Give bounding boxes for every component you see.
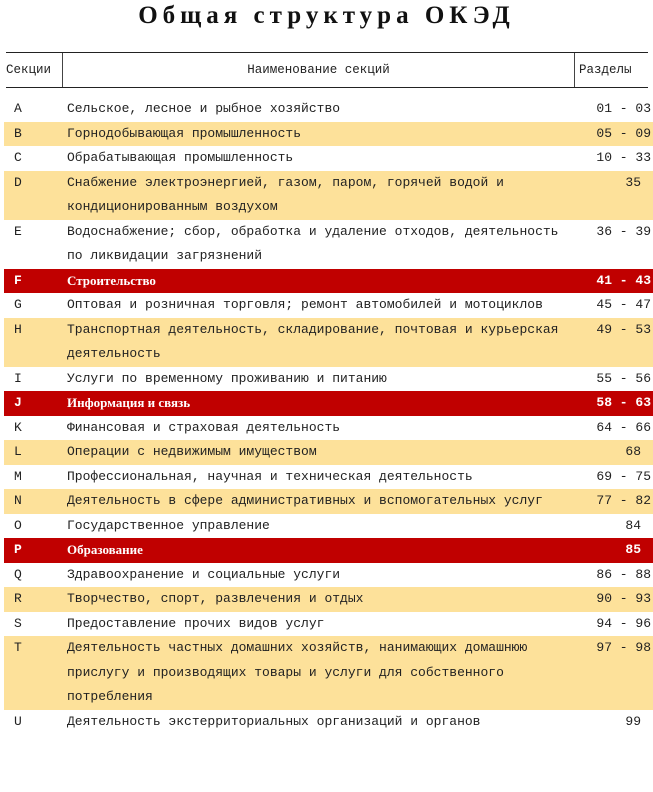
section-code: T xyxy=(14,640,22,655)
division-range: 10 - 33 xyxy=(596,150,651,165)
section-name: Операции с недвижимым имуществом xyxy=(67,444,317,459)
division-range: 58 - 63 xyxy=(596,395,651,410)
section-code: P xyxy=(14,542,22,557)
section-code: A xyxy=(14,101,22,116)
section-code: N xyxy=(14,493,22,508)
table-row xyxy=(4,171,653,220)
division-range: 68 xyxy=(625,444,641,459)
header-section-names: Наименование секций xyxy=(247,63,390,77)
section-code: I xyxy=(14,370,22,386)
section-name: Деятельность частных домашних хозяйств, нанимающих домашнюю прислугу и производящих товары и услуги для собственного потребления xyxy=(67,640,536,704)
section-code: S xyxy=(14,615,22,631)
section-code: R xyxy=(14,591,22,606)
section-name: Транспортная деятельность, складирование, почтовая и курьерская деятельность xyxy=(67,321,567,361)
header-sections: Секции xyxy=(6,53,63,87)
section-code: K xyxy=(14,419,22,435)
table-row xyxy=(4,367,653,392)
section-name: Деятельность в сфере административных и вспомогательных услуг xyxy=(67,493,543,508)
division-range: 97 - 98 xyxy=(596,640,651,655)
division-range: 94 - 96 xyxy=(596,615,651,631)
section-code: L xyxy=(14,444,22,459)
table-row xyxy=(4,220,653,269)
division-range: 49 - 53 xyxy=(596,321,651,337)
division-range: 36 - 39 xyxy=(596,223,651,239)
table-row xyxy=(4,440,653,465)
division-range: 69 - 75 xyxy=(596,468,651,484)
division-range: 05 - 09 xyxy=(596,125,651,141)
division-range: 45 - 47 xyxy=(596,297,651,312)
page-title: Общая структура ОКЭД xyxy=(138,2,515,29)
division-range: 86 - 88 xyxy=(596,566,651,582)
section-name: Горнодобывающая промышленность xyxy=(67,125,302,141)
section-code: F xyxy=(14,272,22,288)
section-code: H xyxy=(14,321,22,337)
division-range: 35 xyxy=(625,174,641,190)
section-code: D xyxy=(14,174,22,190)
table-row xyxy=(4,587,653,612)
table-row xyxy=(4,710,653,735)
division-range: 85 xyxy=(625,542,641,557)
section-name: Сельское, лесное и рыбное хозяйство xyxy=(67,101,341,116)
section-name: Услуги по временному проживанию и питанию xyxy=(67,370,387,386)
section-code: J xyxy=(14,395,22,410)
sections-table-body xyxy=(4,97,653,734)
section-code: B xyxy=(14,125,22,141)
section-code: M xyxy=(14,468,22,484)
section-name: Профессиональная, научная и техническая деятельность xyxy=(67,468,473,484)
section-name: Финансовая и страховая деятельность xyxy=(67,419,341,435)
section-code: G xyxy=(14,297,22,312)
division-range: 84 xyxy=(625,517,641,533)
table-row xyxy=(4,612,653,637)
division-range: 99 xyxy=(625,713,641,729)
section-name: Водоснабжение; сбор, обработка и удаление отходов, деятельность по ликвидации загрязнений xyxy=(67,223,567,263)
section-name: Строительство xyxy=(67,272,156,288)
section-name: Снабжение электроэнергией, газом, паром, горячей водой и кондиционированным воздухом xyxy=(67,174,512,214)
section-name: Оптовая и розничная торговля; ремонт автомобилей и мотоциклов xyxy=(67,297,543,312)
section-name: Предоставление прочих видов услуг xyxy=(67,615,325,631)
section-code: Q xyxy=(14,566,22,582)
table-row xyxy=(4,416,653,441)
division-range: 55 - 56 xyxy=(596,370,651,386)
table-row xyxy=(4,636,653,710)
table-row xyxy=(4,97,653,122)
table-header xyxy=(6,52,648,88)
table-row xyxy=(4,465,653,490)
table-row xyxy=(4,563,653,588)
table-row xyxy=(4,391,653,416)
section-name: Творчество, спорт, развлечения и отдых xyxy=(67,591,364,606)
header-divisions: Разделы xyxy=(574,53,648,87)
section-name: Обрабатывающая промышленность xyxy=(67,150,294,165)
table-row xyxy=(4,514,653,539)
section-name: Деятельность экстерриториальных организаций и органов xyxy=(67,713,481,729)
section-code: O xyxy=(14,517,22,533)
section-name: Государственное управление xyxy=(67,517,270,533)
division-range: 64 - 66 xyxy=(596,419,651,435)
section-code: E xyxy=(14,223,22,239)
division-range: 90 - 93 xyxy=(596,591,651,606)
table-row xyxy=(4,146,653,171)
table-row xyxy=(4,318,653,367)
section-name: Образование xyxy=(67,542,143,557)
section-name: Здравоохранение и социальные услуги xyxy=(67,566,341,582)
table-row xyxy=(4,122,653,147)
table-row xyxy=(4,538,653,563)
division-range: 01 - 03 xyxy=(596,101,651,116)
division-range: 77 - 82 xyxy=(596,493,651,508)
section-code: C xyxy=(14,150,22,165)
table-row xyxy=(4,293,653,318)
table-row xyxy=(4,269,653,294)
section-name: Информация и связь xyxy=(67,395,191,410)
division-range: 41 - 43 xyxy=(596,272,651,288)
section-code: U xyxy=(14,713,22,729)
table-row xyxy=(4,489,653,514)
